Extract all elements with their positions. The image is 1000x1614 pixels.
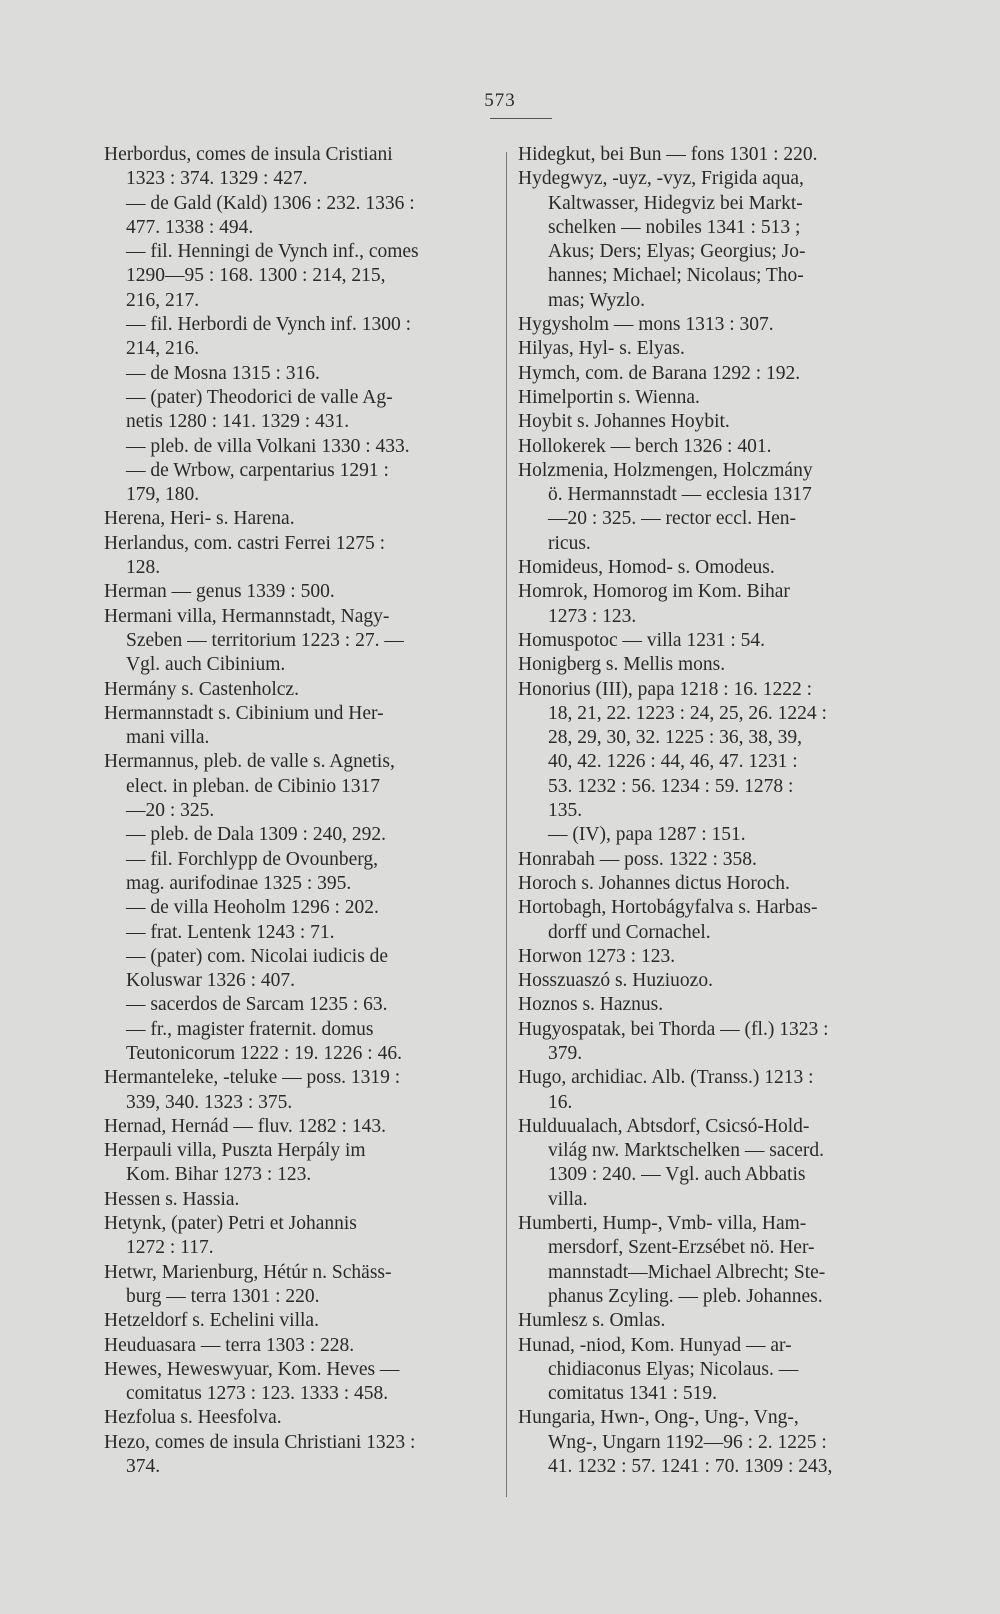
index-line: Hermannstadt s. Cibinium und Her-: [104, 702, 384, 724]
index-line: — de Gald (Kald) 1306 : 232. 1336 :: [126, 192, 415, 214]
index-line: 128.: [126, 557, 161, 579]
index-line: mani villa.: [126, 727, 210, 749]
index-line: Hilyas, Hyl- s. Elyas.: [518, 338, 685, 360]
index-line: Hoznos s. Haznus.: [518, 994, 664, 1016]
index-line: Hydegwyz, -uyz, -vyz, Frigida aqua,: [518, 168, 804, 190]
index-line: —20 : 325.: [126, 800, 215, 822]
index-line: Hygysholm — mons 1313 : 307.: [518, 314, 774, 336]
index-line: Holzmenia, Holzmengen, Holczmány: [518, 459, 813, 481]
index-line: 1290—95 : 168. 1300 : 214, 215,: [126, 265, 386, 287]
index-line: ö. Hermannstadt — ecclesia 1317: [548, 484, 812, 506]
index-line: Homideus, Homod- s. Omodeus.: [518, 557, 775, 579]
index-line: — de Wrbow, carpentarius 1291 :: [126, 459, 389, 481]
index-line: mannstadt—Michael Albrecht; Ste-: [548, 1261, 826, 1283]
index-line: burg — terra 1301 : 220.: [126, 1285, 320, 1307]
index-line: Koluswar 1326 : 407.: [126, 970, 295, 992]
index-line: — sacerdos de Sarcam 1235 : 63.: [126, 994, 388, 1016]
index-line: Herbordus, comes de insula Cristiani: [104, 144, 393, 165]
index-line: 53. 1232 : 56. 1234 : 59. 1278 :: [548, 775, 794, 797]
index-line: 477. 1338 : 494.: [126, 216, 254, 238]
index-line: dorff und Cornachel.: [548, 921, 711, 943]
index-line: 28, 29, 30, 32. 1225 : 36, 38, 39,: [548, 727, 803, 749]
index-line: Vgl. auch Cibinium.: [126, 654, 286, 676]
index-line: Hungaria, Hwn-, Ong-, Ung-, Vng-,: [518, 1407, 799, 1429]
index-line: — (pater) Theodorici de valle Ag-: [126, 386, 393, 408]
index-line: 18, 21, 22. 1223 : 24, 25, 26. 1224 :: [548, 702, 827, 724]
index-line: Heuduasara — terra 1303 : 228.: [104, 1334, 355, 1356]
page-number: 573: [484, 90, 516, 111]
index-line: Hetwr, Marienburg, Hétúr n. Schäss-: [104, 1261, 392, 1283]
index-line: Hosszuaszó s. Huziuozo.: [518, 970, 713, 992]
left-column: [104, 143, 494, 1479]
index-line: Himelportin s. Wienna.: [518, 386, 700, 408]
index-line: mersdorf, Szent-Erzsébet nö. Her-: [548, 1237, 815, 1259]
index-line: phanus Zcyling. — pleb. Johannes.: [548, 1285, 823, 1307]
index-line: 41. 1232 : 57. 1241 : 70. 1309 : 243,: [548, 1456, 833, 1478]
index-line: chidiaconus Elyas; Nicolaus. —: [548, 1358, 799, 1380]
index-line: Wng-, Ungarn 1192—96 : 2. 1225 :: [548, 1431, 827, 1453]
index-line: 1323 : 374. 1329 : 427.: [126, 168, 308, 190]
index-line: Hollokerek — berch 1326 : 401.: [518, 435, 772, 457]
index-line: Hidegkut, bei Bun — fons 1301 : 220.: [518, 144, 818, 165]
index-line: Horwon 1273 : 123.: [518, 945, 676, 967]
index-line: — fil. Henningi de Vynch inf., comes: [126, 241, 419, 263]
index-line: Hetzeldorf s. Echelini villa.: [104, 1310, 319, 1332]
index-line: Homuspotoc — villa 1231 : 54.: [518, 629, 765, 651]
index-line: Hernad, Hernád — fluv. 1282 : 143.: [104, 1115, 386, 1137]
index-line: Hessen s. Hassia.: [104, 1188, 240, 1210]
index-line: Hortobagh, Hortobágyfalva s. Harbas-: [518, 897, 818, 919]
column-divider: [506, 152, 507, 1497]
page-number-rule: [490, 118, 552, 119]
index-line: 214, 216.: [126, 338, 200, 360]
index-line: mag. aurifodinae 1325 : 395.: [126, 872, 352, 894]
index-line: — de villa Heoholm 1296 : 202.: [126, 897, 379, 919]
index-line: Hermannus, pleb. de valle s. Agnetis,: [104, 751, 395, 773]
index-line: 216, 217.: [126, 289, 200, 311]
index-line: 339, 340. 1323 : 375.: [126, 1091, 293, 1113]
index-line: — (IV), papa 1287 : 151.: [548, 824, 746, 846]
index-line: Hulduualach, Abtsdorf, Csicsó-Hold-: [518, 1115, 810, 1137]
index-line: Herlandus, com. castri Ferrei 1275 :: [104, 532, 386, 554]
index-line: Hetynk, (pater) Petri et Johannis: [104, 1213, 357, 1235]
index-line: Teutonicorum 1222 : 19. 1226 : 46.: [126, 1042, 402, 1064]
index-line: Herman — genus 1339 : 500.: [104, 581, 335, 603]
index-line: Honorius (III), papa 1218 : 16. 1222 :: [518, 678, 813, 700]
index-line: Honrabah — poss. 1322 : 358.: [518, 848, 757, 870]
index-line: Hermani villa, Hermannstadt, Nagy-: [104, 605, 390, 627]
index-line: 135.: [548, 800, 583, 822]
index-line: Hymch, com. de Barana 1292 : 192.: [518, 362, 801, 384]
right-column: [518, 143, 898, 1479]
index-line: Homrok, Homorog im Kom. Bihar: [518, 581, 790, 603]
index-line: Herena, Heri- s. Harena.: [104, 508, 295, 530]
index-line: mas; Wyzlo.: [548, 289, 646, 311]
index-line: comitatus 1341 : 519.: [548, 1383, 717, 1405]
index-line: villa.: [548, 1188, 588, 1210]
index-line: — fil. Forchlypp de Ovounberg,: [126, 848, 379, 870]
index-line: — fil. Herbordi de Vynch inf. 1300 :: [126, 314, 412, 336]
index-line: Humlesz s. Omlas.: [518, 1310, 666, 1332]
index-line: Akus; Ders; Elyas; Georgius; Jo-: [548, 241, 806, 263]
index-line: Kaltwasser, Hidegviz bei Markt-: [548, 192, 803, 214]
index-line: Hunad, -niod, Kom. Hunyad — ar-: [518, 1334, 792, 1356]
index-line: Kom. Bihar 1273 : 123.: [126, 1164, 312, 1186]
index-line: 1273 : 123.: [548, 605, 637, 627]
index-line: Humberti, Hump-, Vmb- villa, Ham-: [518, 1213, 807, 1235]
index-line: ricus.: [548, 532, 591, 554]
index-line: Hewes, Heweswyuar, Kom. Heves —: [104, 1358, 400, 1380]
index-line: 1272 : 117.: [126, 1237, 214, 1259]
index-line: Szeben — territorium 1223 : 27. —: [126, 629, 404, 651]
index-line: netis 1280 : 141. 1329 : 431.: [126, 411, 350, 433]
index-line: 1309 : 240. — Vgl. auch Abbatis: [548, 1164, 806, 1186]
index-line: 40, 42. 1226 : 44, 46, 47. 1231 :: [548, 751, 798, 773]
index-line: — (pater) com. Nicolai iudicis de: [126, 945, 389, 967]
index-line: világ nw. Marktschelken — sacerd.: [548, 1140, 824, 1162]
index-line: 379.: [548, 1042, 583, 1064]
index-line: elect. in pleban. de Cibinio 1317: [126, 775, 380, 797]
index-line: — pleb. de Dala 1309 : 240, 292.: [126, 824, 386, 846]
index-line: — pleb. de villa Volkani 1330 : 433.: [126, 435, 410, 457]
index-line: Honigberg s. Mellis mons.: [518, 654, 726, 676]
index-line: Hugyospatak, bei Thorda — (fl.) 1323 :: [518, 1018, 829, 1040]
index-line: Hugo, archidiac. Alb. (Transs.) 1213 :: [518, 1067, 814, 1089]
index-line: Herpauli villa, Puszta Herpály im: [104, 1140, 366, 1162]
index-line: — fr., magister fraternit. domus: [126, 1018, 374, 1040]
index-line: — frat. Lentenk 1243 : 71.: [126, 921, 335, 943]
index-line: — de Mosna 1315 : 316.: [126, 362, 320, 384]
index-line: —20 : 325. — rector eccl. Hen-: [548, 508, 796, 530]
index-line: Hoybit s. Johannes Hoybit.: [518, 411, 730, 433]
index-line: hannes; Michael; Nicolaus; Tho-: [548, 265, 804, 287]
index-line: 374.: [126, 1456, 161, 1478]
index-line: Hermanteleke, -teluke — poss. 1319 :: [104, 1067, 401, 1089]
index-line: comitatus 1273 : 123. 1333 : 458.: [126, 1383, 389, 1405]
index-line: 179, 180.: [126, 484, 200, 506]
index-line: 16.: [548, 1091, 573, 1113]
index-line: Hezfolua s. Heesfolva.: [104, 1407, 282, 1429]
index-line: Hermány s. Castenholcz.: [104, 678, 299, 700]
index-line: Hezo, comes de insula Christiani 1323 :: [104, 1431, 416, 1453]
index-line: Horoch s. Johannes dictus Horoch.: [518, 872, 790, 894]
index-line: schelken — nobiles 1341 : 513 ;: [548, 216, 801, 238]
